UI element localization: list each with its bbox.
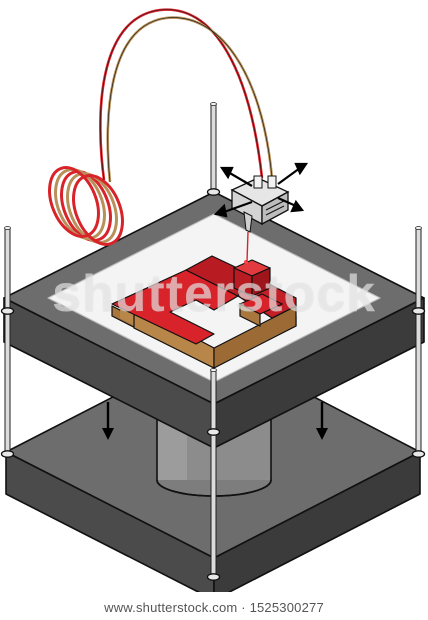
filament-red-line <box>100 10 262 180</box>
footer-credit: www.shutterstock.com · 1525300277 <box>104 600 324 615</box>
guide-rod-back <box>211 104 216 192</box>
guide-rod-left <box>5 228 10 454</box>
guide-rod-right <box>416 228 421 454</box>
guide-rods-back <box>211 103 217 193</box>
watermark: shutterstock <box>51 265 377 323</box>
filament-feed <box>100 10 272 182</box>
guide-rod-front <box>211 370 216 578</box>
filament-coil <box>40 160 132 251</box>
